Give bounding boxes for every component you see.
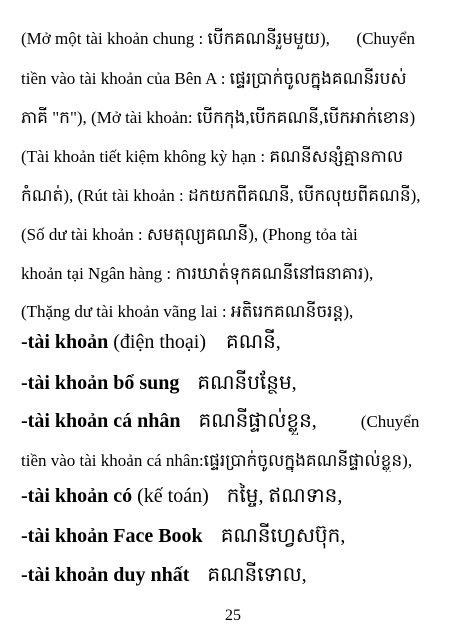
text-line: កំណត់), (Rút tài khoản : ដកយកពីគណនី, បើកលុយពីគណនី),: [21, 186, 421, 205]
entry-translation: គណនីទោល,: [207, 564, 307, 586]
entry-line: [21, 329, 452, 355]
text-line: [21, 28, 452, 50]
entry-translation: កម្ចៃ, ឥណទាន,: [226, 485, 343, 507]
entry-headword: -tài khoản: [21, 331, 109, 353]
entry-headword: -tài khoản bổ sung: [21, 372, 180, 394]
text-segment: (Chuyển: [356, 29, 415, 48]
entry-headword: -tài khoản cá nhân: [21, 410, 181, 432]
text-line: tiền vào tài khoản của Bên A : ផ្ទេរប្រាក់ចូលក្នុងគណនីរបស់: [21, 69, 407, 88]
page-number: 25: [225, 607, 241, 624]
entry-translation: គណនីផ្ទាល់ខ្លួន,: [198, 410, 317, 432]
text-line: tiền vào tài khoản cá nhân:ផ្ទេរប្រាក់ចូលក្នុងគណនីផ្ទាល់ខ្លួន),: [21, 451, 413, 470]
entry-translation: គណនីបន្ថែម,: [197, 372, 297, 394]
text-line: khoản tại Ngân hàng : ការឃាត់ទុកគណនីនៅធនាគារ),: [21, 264, 374, 283]
entry-headword: -tài khoản Face Book: [21, 525, 203, 547]
text-line: (Thặng dư tài khoản vãng lai : អតិរេកគណនីចរន្ត),: [21, 302, 354, 321]
entry-headword: -tài khoản có: [21, 485, 133, 507]
entry-translation: គណនីហ្វេសប៊ុក,: [220, 525, 346, 547]
entry-line: [21, 408, 452, 435]
entry-line: [21, 523, 452, 549]
text-line: (Tài khoản tiết kiệm không kỳ hạn : គណនីសន្សំគ្មានកាល: [21, 147, 404, 166]
text-line: (Số dư tài khoản : សមតុល្យគណនី), (Phong tỏa tài: [21, 225, 358, 244]
entry-translation: គណនី,: [226, 331, 281, 353]
entry-note: (điện thoại): [113, 331, 206, 353]
text-segment: (Mở một tài khoản chung : បើកគណនីរួមមួយ),: [21, 29, 330, 48]
text-line: ភាគី "ក"), (Mở tài khoản: បើកកុង,បើកគណនី,បើកអាក់ខោន): [21, 108, 416, 127]
entry-note: (kế toán): [137, 485, 209, 507]
entry-line: [21, 562, 452, 588]
entry-line: [21, 370, 452, 396]
entry-headword: -tài khoản duy nhất: [21, 564, 190, 586]
entry-line: [21, 483, 452, 509]
entry-note: (Chuyển: [360, 412, 420, 431]
